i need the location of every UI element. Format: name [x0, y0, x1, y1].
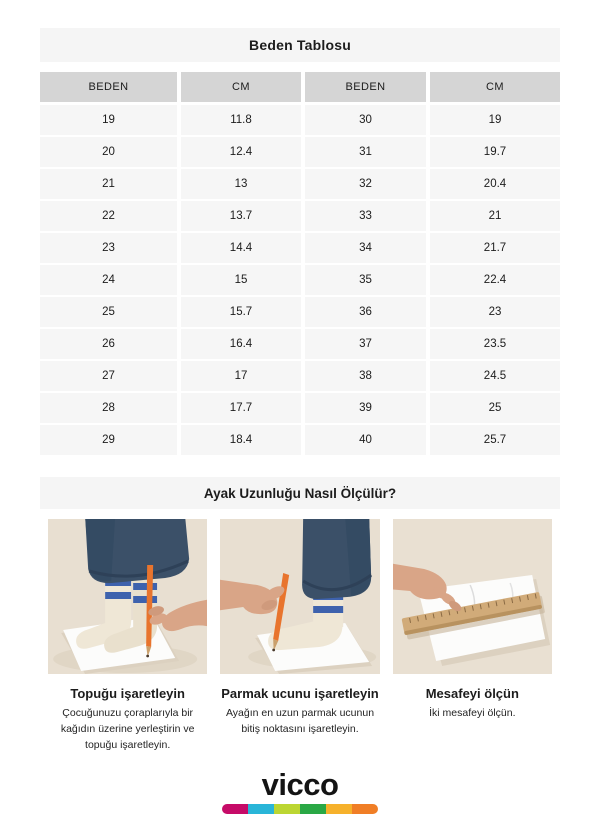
table-row: [40, 329, 560, 359]
measure-steps: [40, 519, 560, 753]
table-cell: 33: [305, 201, 426, 231]
table-cell: 14.4: [181, 233, 301, 263]
table-cell: 23: [430, 297, 560, 327]
rainbow-segment: [300, 804, 326, 814]
table-cell: 39: [305, 393, 426, 423]
rainbow-segment: [352, 804, 378, 814]
table-cell: 21: [430, 201, 560, 231]
column-header: BEDEN: [305, 72, 426, 102]
mark-toe-illustration: [220, 519, 379, 674]
step-mark-toe: [220, 519, 379, 753]
table-cell: 19: [430, 105, 560, 135]
step-description: Ayağın en uzun parmak ucunun bitiş noktasını işaretleyin.: [225, 707, 375, 735]
table-cell: 37: [305, 329, 426, 359]
table-cell: 21.7: [430, 233, 560, 263]
table-row: [40, 201, 560, 231]
size-table-title: Beden Tablosu: [249, 37, 351, 53]
table-cell: 35: [305, 265, 426, 295]
column-header: CM: [181, 72, 301, 102]
table-cell: 20: [40, 137, 177, 167]
mark-heel-illustration: [48, 519, 207, 674]
table-cell: 24.5: [430, 361, 560, 391]
mark-heel-photo: [48, 519, 207, 674]
mark-toe-photo: [220, 519, 379, 674]
table-row: [40, 425, 560, 455]
table-cell: 32: [305, 169, 426, 199]
table-row: [40, 169, 560, 199]
table-cell: 21: [40, 169, 177, 199]
table-row: [40, 105, 560, 135]
table-row: [40, 233, 560, 263]
table-cell: 15: [181, 265, 301, 295]
table-cell: 40: [305, 425, 426, 455]
column-header: BEDEN: [40, 72, 177, 102]
rainbow-segment: [248, 804, 274, 814]
table-cell: 13.7: [181, 201, 301, 231]
footer: [40, 769, 560, 814]
step-measure-distance: [393, 519, 552, 753]
table-cell: 23.5: [430, 329, 560, 359]
table-cell: 17.7: [181, 393, 301, 423]
table-cell: 29: [40, 425, 177, 455]
table-cell: 27: [40, 361, 177, 391]
size-table: [40, 72, 560, 455]
step-mark-heel: [48, 519, 207, 753]
table-cell: 22: [40, 201, 177, 231]
table-cell: 34: [305, 233, 426, 263]
table-cell: 15.7: [181, 297, 301, 327]
table-cell: 16.4: [181, 329, 301, 359]
table-cell: 19: [40, 105, 177, 135]
rainbow-stripe-logo: [222, 804, 378, 814]
table-cell: 30: [305, 105, 426, 135]
step-description: İki mesafeyi ölçün.: [429, 707, 516, 719]
table-cell: 17: [181, 361, 301, 391]
size-table-title-bar: [40, 28, 560, 62]
measure-distance-photo: [393, 519, 552, 674]
table-cell: 19.7: [430, 137, 560, 167]
table-cell: 24: [40, 265, 177, 295]
step-title: Topuğu işaretleyin: [70, 686, 185, 701]
table-cell: 23: [40, 233, 177, 263]
table-row: [40, 265, 560, 295]
table-cell: 25: [40, 297, 177, 327]
size-table-body: [40, 105, 560, 455]
rainbow-segment: [274, 804, 300, 814]
table-row: [40, 361, 560, 391]
step-title: Mesafeyi ölçün: [425, 686, 519, 701]
measure-distance-illustration: [393, 519, 552, 674]
size-table-header: [40, 72, 560, 102]
table-cell: 26: [40, 329, 177, 359]
table-cell: 25: [430, 393, 560, 423]
table-cell: 20.4: [430, 169, 560, 199]
step-title: Parmak ucunu işaretleyin: [221, 686, 379, 701]
rainbow-segment: [326, 804, 352, 814]
table-row: [40, 297, 560, 327]
table-cell: 12.4: [181, 137, 301, 167]
table-cell: 31: [305, 137, 426, 167]
rainbow-segment: [222, 804, 248, 814]
table-cell: 28: [40, 393, 177, 423]
table-cell: 11.8: [181, 105, 301, 135]
table-cell: 22.4: [430, 265, 560, 295]
measure-guide-title: Ayak Uzunluğu Nasıl Ölçülür?: [203, 485, 397, 501]
table-cell: 13: [181, 169, 301, 199]
table-row: [40, 393, 560, 423]
step-description: Çocuğunuzu çoraplarıyla bir kağıdın üzerine yerleştirin ve topuğu işaretleyin.: [60, 707, 195, 751]
table-cell: 36: [305, 297, 426, 327]
measure-guide-title-bar: [40, 477, 560, 509]
vicco-logo: vicco: [261, 767, 339, 803]
column-header: CM: [430, 72, 560, 102]
table-cell: 38: [305, 361, 426, 391]
table-row: [40, 137, 560, 167]
table-cell: 25.7: [430, 425, 560, 455]
table-cell: 18.4: [181, 425, 301, 455]
